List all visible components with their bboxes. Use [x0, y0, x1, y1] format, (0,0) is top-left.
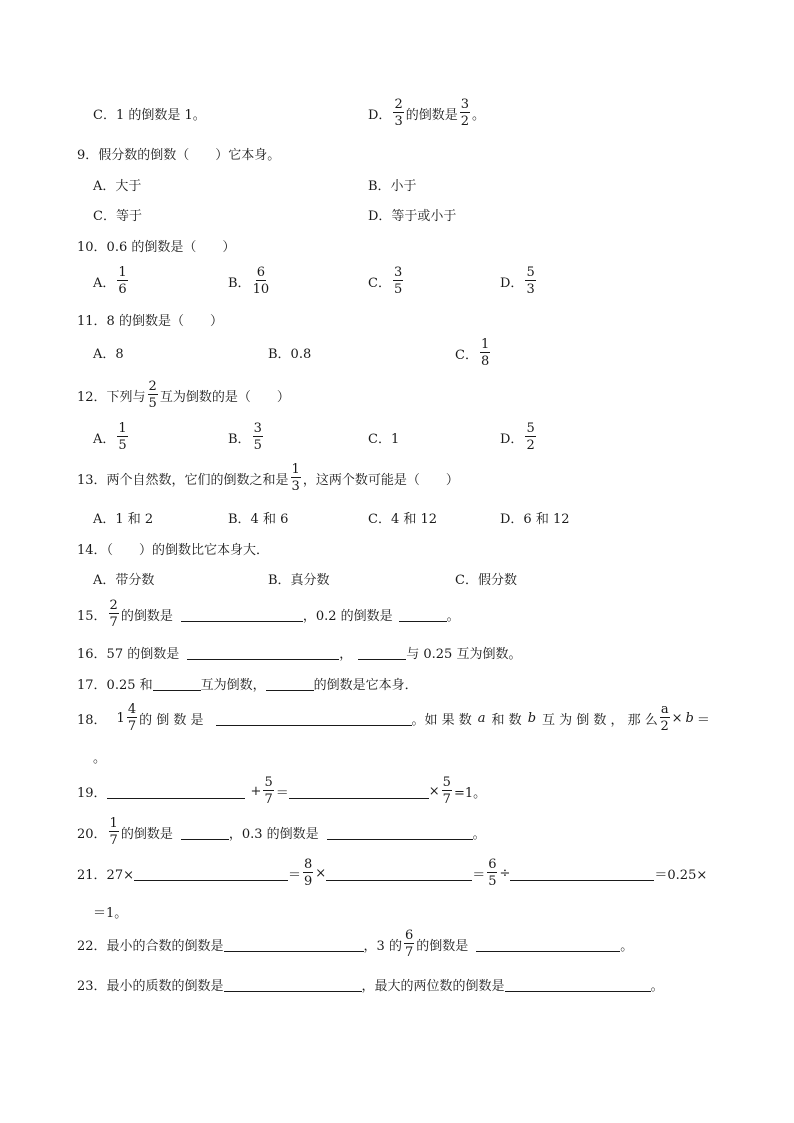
option-text: C．假分数 — [455, 572, 517, 588]
option-text: B．真分数 — [268, 572, 330, 588]
question-number: 15． — [77, 608, 107, 624]
q22-text: 22．最小的合数的倒数是 — [77, 938, 224, 954]
option-text: D．等于或小于 — [368, 208, 457, 224]
q15 — [77, 597, 460, 631]
answer-blank[interactable] — [181, 607, 303, 622]
fraction: $\frac{8}{9}$ — [304, 857, 313, 889]
q9-stem-text: 9．假分数的倒数（ ）它本身。 — [77, 147, 281, 163]
option-label: A． — [93, 275, 116, 291]
equals-sign: ＝ — [275, 785, 289, 801]
fraction: $\frac{1}{6}$ — [118, 265, 127, 297]
answer-blank[interactable] — [326, 866, 472, 881]
q22 — [77, 927, 633, 961]
q11-stem — [77, 308, 223, 330]
q17 — [77, 672, 418, 694]
option-text: C．1 — [368, 431, 400, 447]
answer-blank[interactable] — [399, 607, 447, 622]
q17-text: 17．0.25 和 — [77, 677, 153, 693]
answer-blank[interactable] — [181, 825, 229, 840]
q15-text: ，0.2 的倒数是 — [302, 608, 393, 624]
q23-text: 23．最小的质数的倒数是 — [77, 978, 224, 994]
equals-sign: ＝ — [696, 712, 710, 728]
q22-text: 的倒数是 — [416, 938, 469, 954]
answer-blank[interactable] — [510, 866, 654, 881]
option-text: B．小于 — [368, 178, 417, 194]
option-text: C．等于 — [93, 208, 142, 224]
answer-blank[interactable] — [216, 711, 412, 726]
option-text: C．4 和 12 — [368, 511, 438, 527]
q12-option-c[interactable] — [368, 426, 399, 448]
mixed-number — [117, 703, 140, 733]
q10-option-d[interactable] — [500, 264, 538, 298]
q9-option-d[interactable] — [368, 203, 456, 225]
answer-blank[interactable] — [107, 784, 245, 799]
punct: 。 — [472, 107, 486, 123]
fraction: $\frac{6}{10}$ — [252, 265, 270, 297]
punct: 。 — [446, 608, 460, 624]
answer-blank[interactable] — [134, 866, 288, 881]
q21-continuation — [93, 900, 127, 922]
q12-option-b[interactable] — [228, 420, 265, 454]
option-text: A．1 和 2 — [93, 511, 154, 527]
q16 — [77, 641, 521, 663]
answer-blank[interactable] — [327, 825, 473, 840]
option-text: B．4 和 6 — [228, 511, 289, 527]
equals-sign: ＝ — [287, 867, 301, 883]
q20-text: 的倒数是 — [120, 826, 173, 842]
fraction: $\frac{2}{7}$ — [109, 598, 118, 630]
q22-text: ，3 的 — [363, 938, 402, 954]
q13-option-c[interactable] — [368, 506, 437, 528]
q19 — [77, 774, 486, 808]
q8-option-c-text: C．1 的倒数是 1。 — [93, 107, 206, 123]
q8-option-c — [93, 100, 206, 126]
q11-option-a[interactable] — [93, 341, 124, 363]
question-number: 19． — [77, 785, 107, 801]
option-text: A．大于 — [93, 178, 142, 194]
fraction: $\frac{2}{3}$ — [394, 97, 403, 129]
fraction: $\frac{6}{7}$ — [404, 928, 414, 960]
q16-text: 与 0.25 互为倒数。 — [406, 646, 522, 662]
times-sign: × — [671, 710, 683, 726]
fraction: $\frac{a}{2}$ — [660, 702, 669, 734]
answer-blank[interactable] — [476, 937, 620, 952]
fraction: $\frac{4}{7}$ — [127, 702, 137, 734]
q11-option-b[interactable] — [268, 341, 311, 363]
question-number: 18． — [77, 712, 107, 728]
q13-stem — [77, 461, 459, 495]
answer-blank[interactable] — [358, 645, 406, 660]
option-label: C． — [368, 275, 391, 291]
q9-option-a[interactable] — [93, 173, 141, 195]
q14-stem-text: 14．（ ）的倒数比它本身大． — [77, 542, 270, 558]
punct: 。 — [472, 826, 486, 842]
q12-stem — [77, 378, 290, 412]
punct: 。 — [93, 750, 107, 766]
q13-stem-text: 13．两个自然数，它们的倒数之和是 — [77, 472, 289, 488]
q13-option-d[interactable] — [500, 506, 570, 528]
fraction: $\frac{5}{7}$ — [442, 775, 451, 807]
q20-text: ，0.3 的倒数是 — [228, 826, 319, 842]
q12-option-d[interactable] — [500, 420, 538, 454]
q8-option-d-label: D． — [368, 107, 392, 123]
fraction: $\frac{1}{7}$ — [109, 816, 118, 848]
mixed-whole: 1 — [116, 710, 125, 726]
fraction: $\frac{5}{7}$ — [264, 775, 273, 807]
fraction: $\frac{6}{5}$ — [488, 857, 497, 889]
q23 — [77, 973, 664, 995]
option-label: C． — [455, 347, 478, 363]
variable-b: b — [527, 710, 537, 726]
q21 — [77, 856, 707, 890]
q14-option-b[interactable] — [268, 567, 330, 589]
q18 — [77, 700, 710, 736]
option-label: B． — [228, 431, 251, 447]
times-sign: × — [428, 783, 440, 799]
fraction: $\frac{5}{3}$ — [526, 265, 535, 297]
q18-text: 和 数 — [491, 712, 522, 728]
q10-option-a[interactable] — [93, 264, 130, 298]
answer-blank[interactable] — [224, 977, 362, 992]
q9-option-b[interactable] — [368, 173, 417, 195]
answer-blank[interactable] — [266, 676, 314, 691]
q10-option-b[interactable] — [228, 264, 271, 298]
q10-option-c[interactable] — [368, 264, 405, 298]
variable-b: b — [685, 710, 694, 726]
answer-blank[interactable] — [289, 784, 429, 799]
q19-text: =1。 — [453, 785, 487, 801]
answer-blank[interactable] — [153, 676, 201, 691]
fraction: $\frac{1}{3}$ — [291, 462, 300, 494]
q16-text: 16．57 的倒数是 — [77, 646, 180, 662]
q11-stem-text: 11．8 的倒数是（ ） — [77, 313, 223, 329]
fraction: $\frac{3}{5}$ — [393, 265, 403, 297]
q21-text: ＝0.25× — [654, 867, 708, 883]
q14-stem — [77, 537, 269, 559]
q12-option-a[interactable] — [93, 420, 130, 454]
q23-text: ，最大的两位数的倒数是 — [361, 978, 505, 994]
q13-option-b[interactable] — [228, 506, 288, 528]
q11-option-c[interactable] — [455, 336, 492, 370]
q14-option-c[interactable] — [455, 567, 517, 589]
q21-text: 21．27× — [77, 867, 134, 883]
q20 — [77, 815, 486, 849]
q12-stem-text: 12．下列与 — [77, 389, 146, 405]
q9-stem — [77, 142, 280, 164]
q18-text: 的 倒 数 是 — [139, 712, 204, 728]
q14-option-a[interactable] — [93, 567, 154, 589]
q18-text: 互 为 倒 数 ， 那 么 — [542, 712, 658, 728]
option-text: B．0.8 — [268, 346, 312, 362]
answer-blank[interactable] — [224, 937, 364, 952]
option-label: D． — [500, 275, 524, 291]
option-text: A．8 — [93, 346, 124, 362]
times-sign: × — [315, 865, 327, 881]
q18-continuation — [93, 745, 106, 767]
fraction: $\frac{1}{8}$ — [480, 337, 490, 369]
q8-option-d — [368, 96, 485, 130]
q13-option-a[interactable] — [93, 506, 153, 528]
variable-a: a — [477, 710, 486, 726]
q16-text: ， — [339, 646, 353, 662]
q10-stem — [77, 234, 235, 256]
option-label: B． — [228, 275, 251, 291]
q17-text: 互为倒数， — [200, 677, 266, 693]
divide-sign: ÷ — [499, 865, 511, 881]
q17-text: 的倒数是它本身． — [313, 677, 418, 693]
q8-option-d-text: 的倒数是 — [405, 107, 458, 123]
plus-sign: + — [250, 783, 262, 799]
punct: 。 — [650, 978, 664, 994]
q13-stem-text: ，这两个数可能是（ ） — [302, 472, 459, 488]
equals-sign: ＝ — [472, 867, 486, 883]
q9-option-c[interactable] — [93, 203, 142, 225]
option-text: A．带分数 — [93, 572, 155, 588]
fraction: $\frac{2}{5}$ — [148, 379, 157, 411]
fraction: $\frac{3}{5}$ — [253, 421, 262, 453]
option-label: D． — [500, 431, 524, 447]
fraction: $\frac{5}{2}$ — [526, 421, 535, 453]
answer-blank[interactable] — [187, 645, 339, 660]
question-number: 20． — [77, 826, 107, 842]
q12-stem-text: 互为倒数的是（ ） — [159, 389, 290, 405]
q15-text: 的倒数是 — [120, 608, 173, 624]
option-label: A． — [93, 431, 116, 447]
option-text: D．6 和 12 — [500, 511, 570, 527]
fraction: $\frac{1}{5}$ — [118, 421, 127, 453]
answer-blank[interactable] — [505, 977, 651, 992]
q18-text: 。如 果 数 — [411, 712, 472, 728]
q10-stem-text: 10．0.6 的倒数是（ ） — [77, 239, 236, 255]
fraction: $\frac{3}{2}$ — [460, 97, 470, 129]
q21-text: ＝1。 — [93, 905, 128, 921]
punct: 。 — [620, 938, 634, 954]
